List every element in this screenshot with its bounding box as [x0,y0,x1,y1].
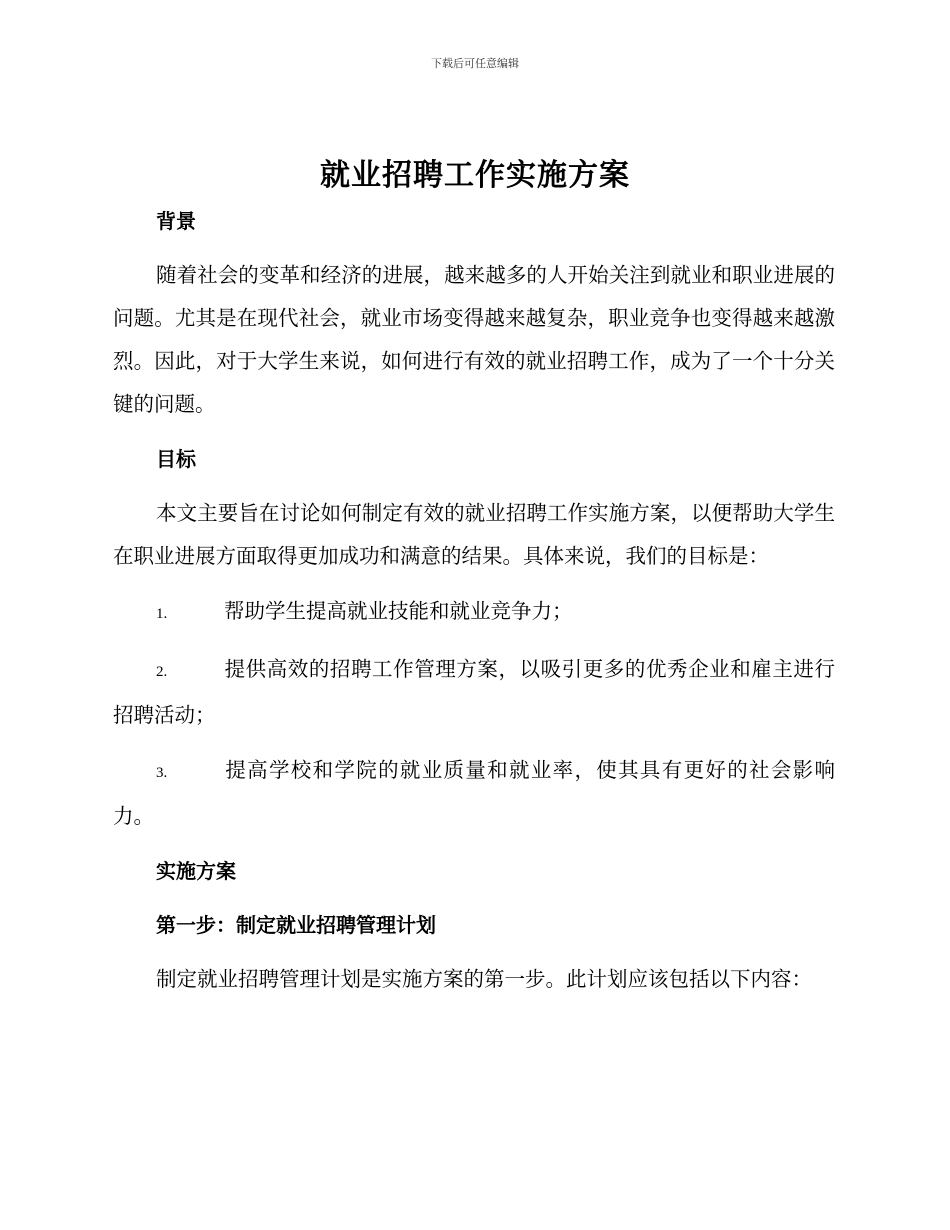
step1-paragraph: 制定就业招聘管理计划是实施方案的第一步。此计划应该包括以下内容： [156,967,812,991]
section-heading-plan: 实施方案 [156,859,236,883]
list-item [113,590,835,636]
section-heading-goal: 目标 [156,447,196,471]
list-number: 3. [156,765,168,781]
list-number: 1. [156,606,168,622]
document-body [113,200,835,1001]
list-text: 提高学校和学院的就业质量和就业率，使其具有更好的社会影响力。 [113,758,835,828]
section-heading-background: 背景 [156,209,196,233]
step1-heading: 第一步：制定就业招聘管理计划 [156,913,436,937]
background-paragraph: 随着社会的变革和经济的进展，越来越多的人开始关注到就业和职业进展的问题。尤其是在现代社会，就业市场变得越来越复杂，职业竞争也变得越来越激烈。因此，对于大学生来说，如何进行有效的就业招聘工作，成为了一个十分关键的问题。 [113,263,835,416]
goal-paragraph: 本文主要旨在讨论如何制定有效的就业招聘工作实施方案，以便帮助大学生在职业进展方面取得更加成功和满意的结果。具体来说，我们的目标是： [113,501,835,568]
list-text: 帮助学生提高就业技能和就业竞争力； [224,599,573,623]
list-number: 2. [156,664,168,680]
list-item [113,749,835,838]
list-item [113,648,835,737]
list-text: 提供高效的招聘工作管理方案，以吸引更多的优秀企业和雇主进行招聘活动； [113,657,835,727]
document-title: 就业招聘工作实施方案 [320,158,630,193]
page-header-note: 下载后可任意编辑 [431,57,519,70]
